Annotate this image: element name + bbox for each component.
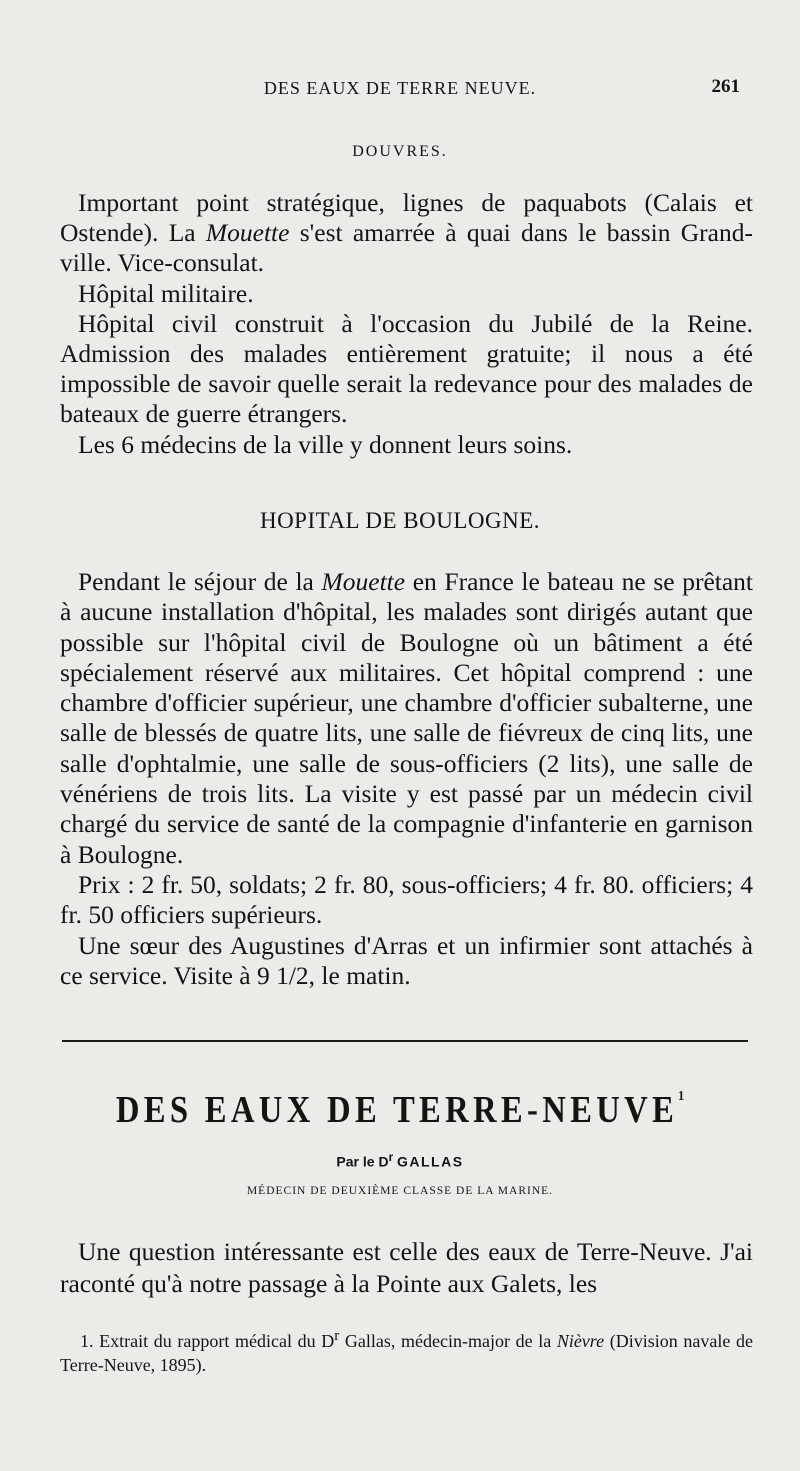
footnote-sup: r (334, 1328, 340, 1344)
footnote-text-mid: Gallas, médecin-major de la (339, 1331, 557, 1351)
page-number: 261 (711, 76, 740, 97)
section-heading-boulogne: HOPITAL DE BOULOGNE. (259, 508, 541, 533)
footnote-text (60, 1324, 753, 1377)
article-title-text: DES EAUX DE TERRE-NEUVE (115, 1089, 679, 1131)
boulogne-section (60, 567, 753, 991)
section-label-douvres: DOUVRES. (352, 143, 448, 160)
douvres-paragraph: Important point stratégique, lignes de paquabots (Calais et Ostende). La Mouette s'est amarrée à quai dans le bassin Grand-ville. Vice-consulat. (60, 188, 753, 278)
author-role: MÉDECIN DE DEUXIÈME CLASSE DE LA MARINE. (246, 1185, 554, 1197)
running-title: DES EAUX DE TERRE NEUVE. (263, 78, 537, 98)
footnote-ship-name: Nièvre (556, 1331, 605, 1351)
article-intro-paragraph: Une question intéressante est celle des eaux de Terre-Neuve. J'ai raconté qu'à notre passage à la Pointe aux Galets, les (60, 1237, 753, 1298)
article-title (56, 1088, 744, 1132)
douvres-paragraph: Les 6 médecins de la ville y donnent leurs soins. (78, 429, 573, 459)
ship-name: Mouette (205, 218, 290, 248)
byline-prefix: Par le D (336, 1153, 389, 1170)
byline (0, 1151, 800, 1170)
footnote-marker: 1 (678, 1089, 685, 1104)
boulogne-paragraph: Pendant le séjour de la Mouette en France le bateau ne se prêtant à aucune installation d'hôpital, les malades sont dirigés autant que possible sur l'hôpital civil de Boulogne où un bâtiment a été spécialement réservé aux militaires. Cet hôpital comprend : une chambre d'officier supérieur, une chambre d'officier subalterne, une salle de blessés de quatre lits, une salle de fiévreux de cinq lits, une salle d'ophtalmie, une salle de sous-officiers (2 lits), une salle de vénériens de trois lits. La visite y est passé par un médecin civil chargé du service de santé de la compagnie d'infanterie en garnison à Boulogne. (60, 567, 753, 869)
boulogne-paragraph: Prix : 2 fr. 50, soldats; 2 fr. 80, sous-officiers; 4 fr. 80. officiers; 4 fr. 50 officiers supérieurs. (60, 869, 753, 930)
footnote-text-after: (Division navale de Terre-Neuve, 1895). (60, 1331, 753, 1375)
section-divider (62, 1040, 748, 1042)
author-name: GALLAS (397, 1153, 464, 1170)
footnote (60, 1324, 753, 1377)
douvres-section (60, 188, 753, 460)
douvres-paragraph: Hôpital militaire. (78, 278, 254, 308)
boulogne-paragraph: Une sœur des Augustines d'Arras et un infirmier sont attachés à ce service. Visite à 9 1/2, le matin. (60, 930, 753, 990)
douvres-paragraph: Hôpital civil construit à l'occasion du Jubilé de la Reine. Admission des malades entièrement gratuite; il nous a été impossible de savoir quelle serait la redevance pour des malades de bateaux de guerre étrangers. (60, 308, 753, 429)
ship-name: Mouette (321, 567, 406, 596)
footnote-number: 1. (80, 1331, 94, 1351)
footnote-text-before: Extrait du rapport médical du D (99, 1331, 335, 1351)
byline-sup: r (388, 1151, 394, 1164)
running-head (60, 78, 740, 106)
article-intro (60, 1236, 753, 1300)
